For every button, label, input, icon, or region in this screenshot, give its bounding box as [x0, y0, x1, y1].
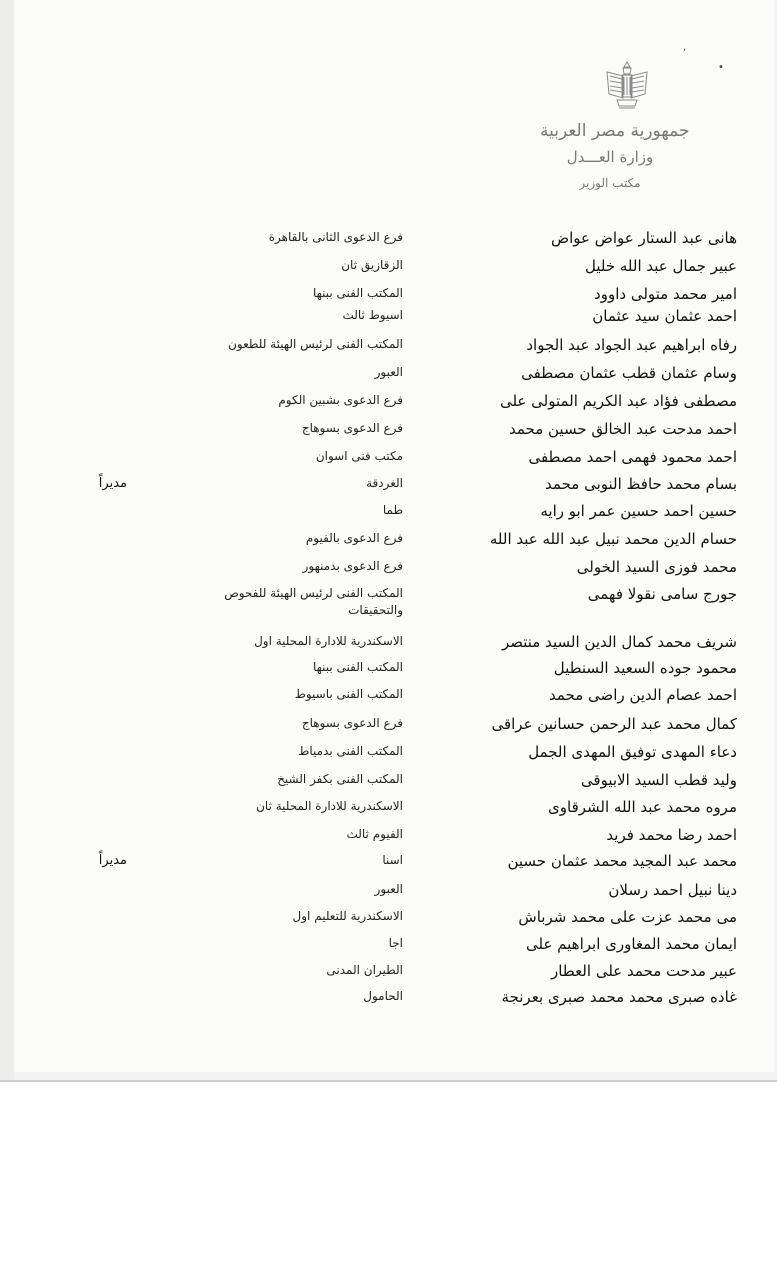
list-item — [0, 880, 777, 907]
list-item — [0, 529, 777, 556]
list-item — [0, 632, 777, 659]
assignment-location: المكتب الفنى بكفر الشيخ — [277, 772, 403, 786]
letterhead — [540, 118, 690, 196]
list-item — [0, 770, 777, 797]
letterhead-ministry: وزارة العـــدل — [566, 148, 654, 166]
employee-name: شريف محمد كمال الدين السيد منتصر — [501, 633, 737, 651]
assignment-location: اسيوط ثالث — [342, 308, 403, 322]
employee-name: جورج سامى نقولا فهمى — [587, 585, 737, 603]
assignment-location: اجا — [388, 936, 403, 950]
employee-name: محمد عبد المجيد محمد عثمان حسين — [507, 852, 737, 870]
scan-mark: , — [683, 42, 687, 53]
employee-name: محمود جوده السعيد السنطيل — [553, 659, 737, 677]
assignment-location: المكتب الفنى لرئيس الهيئة للطعون — [228, 337, 403, 351]
list-item — [0, 851, 777, 878]
list-item — [0, 256, 777, 283]
assignment-location: اسنا — [382, 853, 403, 867]
list-item — [0, 419, 777, 446]
employee-name: احمد عثمان سيد عثمان — [592, 307, 737, 325]
employee-name: احمد رضا محمد فريد — [606, 826, 737, 844]
list-item — [0, 557, 777, 584]
list-item — [0, 501, 777, 528]
employee-name: دينا نبيل احمد رسلان — [608, 881, 737, 899]
employee-name: حسام الدين محمد نبيل عبد الله عبد الله — [489, 530, 737, 548]
list-item — [0, 987, 777, 1014]
assignment-location: المكتب الفنى ببنها — [312, 660, 403, 674]
role-label: مديراً — [98, 476, 127, 491]
assignment-location: فرع الدعوى بالفيوم — [305, 531, 403, 545]
list-item — [0, 742, 777, 769]
assignment-location: فرع الدعوى بسوهاج — [301, 421, 403, 435]
list-item — [0, 306, 777, 333]
employee-name: رفاه ابراهيم عبد الجواد عبد الجواد — [526, 336, 737, 354]
employee-name: احمد محمود فهمى احمد مصطفى — [528, 448, 737, 466]
employee-name: عبير مدحت محمد على العطار — [550, 962, 737, 980]
assignment-location: الفيوم ثالث — [346, 827, 403, 841]
assignment-location: المكتب الفنى بدمياط — [298, 744, 403, 758]
assignment-location: فرع الدعوى بدمنهور — [302, 559, 403, 573]
assignment-location: العبور — [374, 882, 403, 896]
letterhead-country: جمهورية مصر العربية — [540, 121, 690, 141]
list-item — [0, 961, 777, 988]
employee-name: مصطفى فؤاد عبد الكريم المتولى على — [499, 392, 737, 410]
assignment-location: فرع الدعوى بشبين الكوم — [278, 393, 403, 407]
assignment-location: العبور — [374, 365, 403, 379]
employee-name: امير محمد متولى داوود — [594, 285, 737, 303]
list-item — [0, 907, 777, 934]
list-item — [0, 474, 777, 501]
assignment-location: الحامول — [363, 989, 403, 1003]
employee-name: محمد فوزى السيد الخولى — [576, 558, 737, 576]
employee-name: حسين احمد حسين عمر ابو رايه — [540, 502, 737, 520]
employee-name: بسام محمد حافظ النوبى محمد — [545, 475, 737, 493]
assignment-location: مكتب فنى اسوان — [315, 449, 403, 463]
assignment-location: الاسكندرية للتعليم اول — [292, 909, 403, 923]
list-item — [0, 714, 777, 741]
employee-name: وليد قطب السيد الابيوقى — [580, 771, 737, 789]
employee-name: دعاء المهدى توفيق المهدى الجمل — [528, 743, 737, 761]
eagle-emblem-icon — [603, 58, 651, 114]
assignment-location: الاسكندرية للادارة المحلية اول — [254, 634, 403, 648]
employee-name: هانى عبد الستار عواض عواض — [550, 229, 737, 247]
assignment-location: طما — [382, 503, 403, 517]
list-item — [0, 447, 777, 474]
employee-name: كمال محمد عبد الرحمن حسانين عراقى — [491, 715, 737, 733]
list-item — [0, 391, 777, 418]
assignment-location: الطيران المدنى — [326, 963, 403, 977]
assignment-location: الغردقة — [366, 476, 403, 490]
assignment-location: فرع الدعوى بسوهاج — [301, 716, 403, 730]
role-label: مديراً — [98, 853, 127, 868]
assignment-location: الاسكندرية للادارة المحلية ثان — [256, 799, 403, 813]
letterhead-office: مكتب الوزير — [579, 176, 641, 190]
employee-name: عبير جمال عبد الله خليل — [585, 257, 737, 275]
list-item — [0, 934, 777, 961]
scan-mark: • — [718, 62, 724, 73]
employee-name: مروه محمد عبد الله الشرقاوى — [548, 798, 737, 816]
employee-name: احمد مدحت عبد الخالق حسين محمد — [508, 420, 737, 438]
employee-name: ايمان محمد المغاورى ابراهيم على — [525, 935, 737, 953]
list-item — [0, 584, 777, 617]
list-item — [0, 658, 777, 685]
assignment-location: المكتب الفنى لرئيس الهيئة للفحوص والتحقيقات — [224, 586, 403, 617]
employee-name: مى محمد عزت على محمد شرباش — [518, 908, 737, 926]
employee-name: غاده صبرى محمد محمد صبرى بعرنجة — [501, 988, 737, 1006]
assignment-location: الزقازيق ثان — [341, 258, 403, 272]
list-item — [0, 335, 777, 362]
list-item — [0, 685, 777, 712]
assignment-location: المكتب الفنى ببنها — [312, 286, 403, 300]
list-item — [0, 228, 777, 255]
assignment-location: فرع الدعوى الثانى بالقاهرة — [268, 230, 403, 244]
list-item — [0, 363, 777, 390]
employee-name: احمد عصام الدين راضى محمد — [549, 686, 737, 704]
assignment-location: المكتب الفنى باسيوط — [294, 687, 403, 701]
list-item — [0, 825, 777, 852]
list-item — [0, 797, 777, 824]
employee-name: وسام عثمان قطب عثمان مصطفى — [521, 364, 737, 382]
